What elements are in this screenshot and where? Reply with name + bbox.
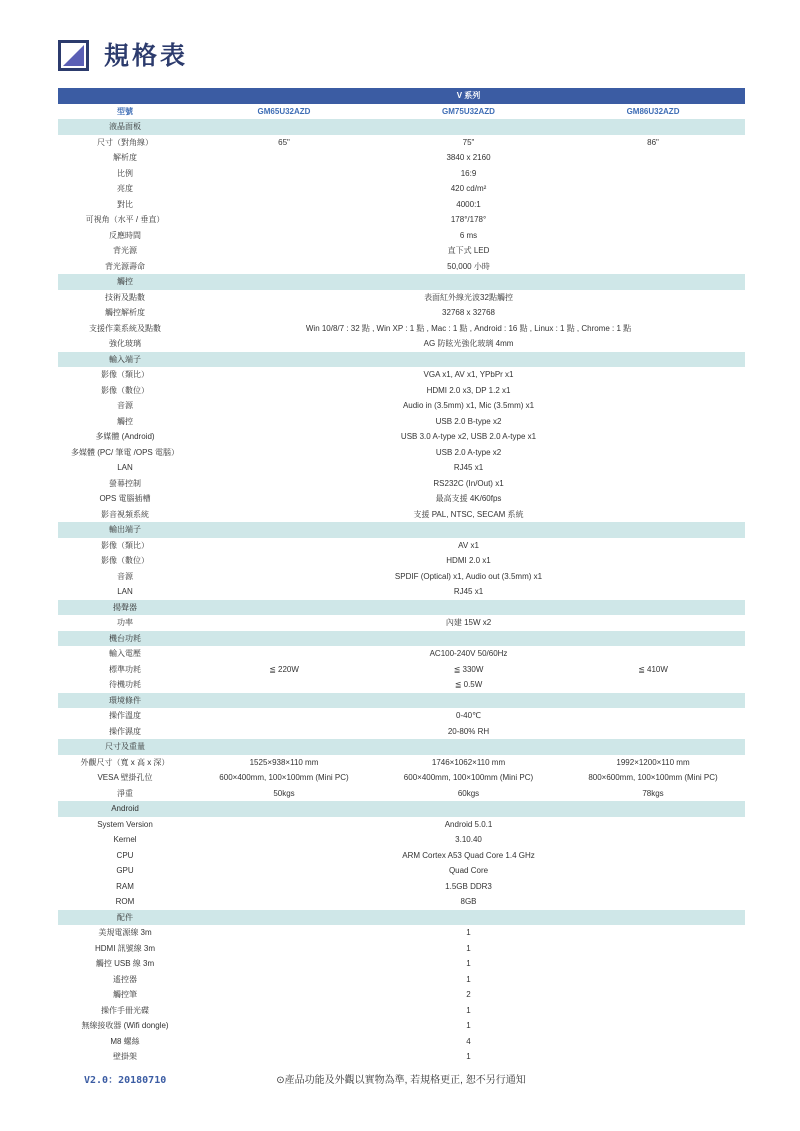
section-label: 揚聲器 — [58, 600, 192, 616]
series-label: V 系列 — [192, 88, 745, 104]
section-band — [192, 352, 745, 368]
table-row — [58, 956, 745, 972]
section-label: Android — [58, 801, 192, 817]
row-value: 1 — [466, 1005, 471, 1015]
row-label: 淨重 — [117, 788, 133, 798]
row-value: 1 — [466, 974, 471, 984]
row-value: USB 3.0 A-type x2, USB 2.0 A-type x1 — [400, 432, 537, 441]
row-value: 內建 15W x2 — [445, 618, 492, 627]
section-band — [192, 600, 745, 616]
row-value: RJ45 x1 — [453, 587, 484, 596]
disclaimer-note: ⊙產品功能及外觀以實物為準, 若規格更正, 恕不另行通知 — [276, 1075, 526, 1086]
row-value: 86" — [647, 137, 659, 147]
section-band — [192, 274, 745, 290]
row-value: 4 — [466, 1036, 471, 1046]
section-row — [58, 693, 745, 709]
table-row — [58, 925, 745, 941]
spec-sheet-icon — [58, 40, 89, 71]
section-label: 尺寸及重量 — [58, 739, 192, 755]
row-label: 外觀尺寸（寬 x 高 x 深） — [80, 757, 170, 767]
row-label: 標準功耗 — [109, 664, 141, 674]
row-label: 觸控筆 — [113, 990, 137, 999]
table-row — [58, 336, 745, 352]
row-value: 50,000 小時 — [447, 261, 490, 271]
table-row — [58, 646, 745, 662]
row-value: Android 5.0.1 — [444, 819, 493, 829]
row-label: 音源 — [117, 401, 133, 410]
row-label: 背光源壽命 — [105, 261, 145, 271]
row-label: ROM — [115, 897, 135, 906]
section-band — [192, 522, 745, 538]
section-label: 輸入端子 — [58, 352, 192, 368]
spec-table — [58, 88, 745, 1065]
row-label: 操作濕度 — [109, 726, 141, 736]
page-title: 規格表 — [104, 41, 189, 70]
table-row — [58, 150, 745, 166]
model-name: GM75U32AZD — [442, 106, 495, 116]
table-row — [58, 135, 745, 151]
model-name: GM86U32AZD — [626, 106, 680, 116]
row-label: 遙控器 — [113, 974, 137, 984]
row-value: 2 — [466, 990, 471, 999]
row-label: 功率 — [117, 618, 133, 627]
row-value: ≦ 330W — [453, 664, 484, 674]
row-label: 影像（類比） — [101, 370, 149, 379]
row-value: 1746×1062×110 mm — [431, 757, 506, 767]
row-value: 最高支援 4K/60fps — [435, 494, 502, 503]
section-band — [192, 910, 745, 926]
table-row — [58, 569, 745, 585]
section-band — [192, 693, 745, 709]
row-label: 操作溫度 — [109, 711, 141, 720]
row-value: ≦ 410W — [638, 664, 668, 674]
row-value: SPDIF (Optical) x1, Audio out (3.5mm) x1 — [394, 571, 543, 581]
row-value: AC100-240V 50/60Hz — [429, 649, 508, 658]
table-row — [58, 259, 745, 275]
spec-table-body — [58, 88, 745, 1065]
row-label: 亮度 — [117, 184, 133, 193]
table-row — [58, 786, 745, 802]
table-row — [58, 212, 745, 228]
row-value: HDMI 2.0 x3, DP 1.2 x1 — [426, 385, 511, 395]
row-value: ≦ 220W — [269, 664, 299, 674]
row-label: 無線接收器 (Wifi dongle) — [81, 1021, 169, 1030]
row-value: 1 — [466, 928, 471, 937]
table-row — [58, 398, 745, 414]
row-label: 影像（數位） — [101, 556, 149, 565]
row-value: 50kgs — [273, 788, 295, 798]
row-value: 178°/178° — [450, 215, 487, 224]
section-label: 觸控 — [58, 274, 192, 290]
row-value: 600×400mm, 100×100mm (Mini PC) — [403, 773, 534, 782]
table-row — [58, 832, 745, 848]
table-row — [58, 1034, 745, 1050]
section-band — [192, 631, 745, 647]
table-row — [58, 848, 745, 864]
row-label: RAM — [116, 881, 134, 891]
row-label: 美規電源線 3m — [98, 928, 152, 937]
section-label: 液晶面板 — [58, 119, 192, 135]
row-label: GPU — [116, 866, 134, 875]
section-row — [58, 910, 745, 926]
row-label: VESA 壁掛孔位 — [97, 773, 153, 782]
row-value: 直下式 LED — [447, 246, 490, 255]
row-value: 6 ms — [459, 230, 478, 240]
row-value: 75" — [462, 137, 475, 147]
row-label: 待機功耗 — [109, 680, 141, 689]
row-value: 1992×1200×110 mm — [616, 757, 690, 767]
table-row — [58, 708, 745, 724]
row-value: 1 — [466, 1052, 471, 1061]
table-row — [58, 941, 745, 957]
row-value: 420 cd/m² — [450, 184, 487, 193]
row-value: 表面紅外線光波32點觸控 — [424, 292, 513, 302]
section-band — [192, 801, 745, 817]
table-row — [58, 538, 745, 554]
table-row — [58, 228, 745, 244]
row-label: 反應時間 — [109, 230, 141, 240]
table-row — [58, 429, 745, 445]
row-value: RJ45 x1 — [453, 463, 484, 472]
model-label: 型號 — [117, 106, 133, 116]
row-label: 強化玻璃 — [109, 339, 141, 348]
row-value: RS232C (In/Out) x1 — [433, 478, 504, 488]
table-row — [58, 197, 745, 213]
section-row — [58, 352, 745, 368]
row-value: 32768 x 32768 — [442, 308, 495, 317]
table-row — [58, 817, 745, 833]
section-label: 機台功耗 — [58, 631, 192, 647]
row-label: 螢幕控制 — [109, 478, 141, 488]
row-label: 觸控 — [117, 416, 133, 426]
row-value: 600×400mm, 100×100mm (Mini PC) — [219, 773, 349, 782]
row-value: 3840 x 2160 — [446, 153, 491, 162]
row-value: USB 2.0 A-type x2 — [435, 447, 502, 457]
row-label: 影像（數位） — [101, 385, 149, 395]
table-row — [58, 1049, 745, 1065]
row-label: Kernel — [113, 835, 137, 844]
row-label: 音源 — [117, 571, 133, 581]
table-row — [58, 367, 745, 383]
row-label: OPS 電腦插槽 — [99, 494, 151, 503]
table-row — [58, 987, 745, 1003]
table-row — [58, 615, 745, 631]
row-value: 1 — [466, 1021, 471, 1030]
row-label: 壁掛架 — [113, 1052, 137, 1061]
row-value: AG 防眩光強化玻璃 4mm — [423, 339, 514, 348]
table-row — [58, 1018, 745, 1034]
section-label: 配件 — [58, 910, 192, 926]
table-row — [58, 894, 745, 910]
row-value: 1 — [466, 943, 471, 953]
section-row — [58, 274, 745, 290]
row-label: 可視角（水平 / 垂直） — [85, 215, 165, 224]
row-label: LAN — [117, 463, 133, 472]
row-label: 技術及點數 — [105, 292, 145, 302]
row-label: 觸控 USB 線 3m — [95, 959, 155, 968]
row-value: 60kgs — [457, 788, 480, 798]
row-value: 支援 PAL, NTSC, SECAM 系統 — [413, 509, 524, 519]
row-value: Audio in (3.5mm) x1, Mic (3.5mm) x1 — [402, 401, 535, 410]
series-header-row — [58, 88, 745, 104]
table-row — [58, 445, 745, 461]
table-row — [58, 290, 745, 306]
header-corner — [58, 88, 192, 104]
row-value: USB 2.0 B-type x2 — [435, 416, 502, 426]
row-value: 4000:1 — [456, 199, 481, 209]
section-row — [58, 600, 745, 616]
row-value: 16:9 — [460, 168, 477, 178]
section-band — [192, 739, 745, 755]
table-row — [58, 863, 745, 879]
row-label: 影像（類比） — [101, 540, 149, 550]
section-row — [58, 801, 745, 817]
table-row — [58, 305, 745, 321]
row-label: 輸入電壓 — [109, 649, 141, 658]
section-label: 輸出端子 — [58, 522, 192, 538]
section-row — [58, 522, 745, 538]
table-row — [58, 724, 745, 740]
row-value: 3.10.40 — [455, 835, 482, 844]
table-row — [58, 383, 745, 399]
row-label: HDMI 訊號線 3m — [95, 943, 155, 953]
model-name: GM65U32AZD — [257, 106, 311, 116]
table-row — [58, 476, 745, 492]
table-row — [58, 414, 745, 430]
row-label: 多媒體 (PC/ 筆電 /OPS 電腦） — [70, 447, 179, 457]
row-value: 1.5GB DDR3 — [445, 881, 492, 891]
table-row — [58, 460, 745, 476]
row-value: VGA x1, AV x1, YPbPr x1 — [423, 370, 514, 379]
table-row — [58, 1003, 745, 1019]
section-row — [58, 119, 745, 135]
section-row — [58, 631, 745, 647]
row-value: Quad Core — [448, 866, 489, 875]
row-value: 0-40℃ — [456, 711, 482, 720]
row-value: 78kgs — [642, 788, 664, 798]
table-row — [58, 879, 745, 895]
table-row — [58, 972, 745, 988]
row-label: 支援作業系統及點數 — [89, 323, 161, 333]
row-value: 1525×938×110 mm — [249, 757, 319, 767]
table-row — [58, 755, 745, 771]
row-label: M8 螺絲 — [110, 1036, 140, 1046]
table-row — [58, 770, 745, 786]
table-row — [58, 491, 745, 507]
row-value: AV x1 — [458, 540, 479, 550]
model-row — [58, 104, 745, 120]
row-label: 觸控解析度 — [105, 308, 145, 317]
table-row — [58, 321, 745, 337]
row-value: ARM Cortex A53 Quad Core 1.4 GHz — [402, 850, 535, 860]
row-label: 背光源 — [113, 246, 137, 255]
row-value: 800×600mm, 100×100mm (Mini PC) — [588, 773, 718, 782]
row-label: 比例 — [117, 168, 133, 178]
row-label: 操作手冊光碟 — [101, 1005, 149, 1015]
row-value: 1 — [466, 959, 471, 968]
row-label: 對比 — [117, 199, 133, 209]
row-label: System Version — [97, 819, 153, 829]
row-label: 解析度 — [113, 153, 137, 162]
table-row — [58, 181, 745, 197]
row-value: 65" — [278, 137, 290, 147]
row-value: ≦ 0.5W — [454, 680, 483, 689]
row-value: 8GB — [460, 897, 477, 906]
section-band — [192, 119, 745, 135]
row-value: 20-80% RH — [447, 726, 490, 736]
row-label: 尺寸（對角線） — [97, 137, 153, 147]
row-value: HDMI 2.0 x1 — [446, 556, 491, 565]
row-label: LAN — [117, 587, 133, 596]
document-version: V2.0：20180710 — [84, 1075, 167, 1086]
table-row — [58, 662, 745, 678]
row-label: CPU — [116, 850, 134, 860]
table-row — [58, 507, 745, 523]
table-row — [58, 677, 745, 693]
table-row — [58, 553, 745, 569]
table-row — [58, 243, 745, 259]
row-value: Win 10/8/7 : 32 點 , Win XP : 1 點 , Mac : 1 點 , Android : 16 點 , Linux : 1 點 , Chrome : 1 點 — [305, 323, 632, 333]
row-label: 多媒體 (Android) — [95, 432, 155, 441]
row-label: 影音視頻系統 — [101, 509, 149, 519]
section-row — [58, 739, 745, 755]
section-label: 環境條件 — [58, 693, 192, 709]
table-row — [58, 584, 745, 600]
table-row — [58, 166, 745, 182]
